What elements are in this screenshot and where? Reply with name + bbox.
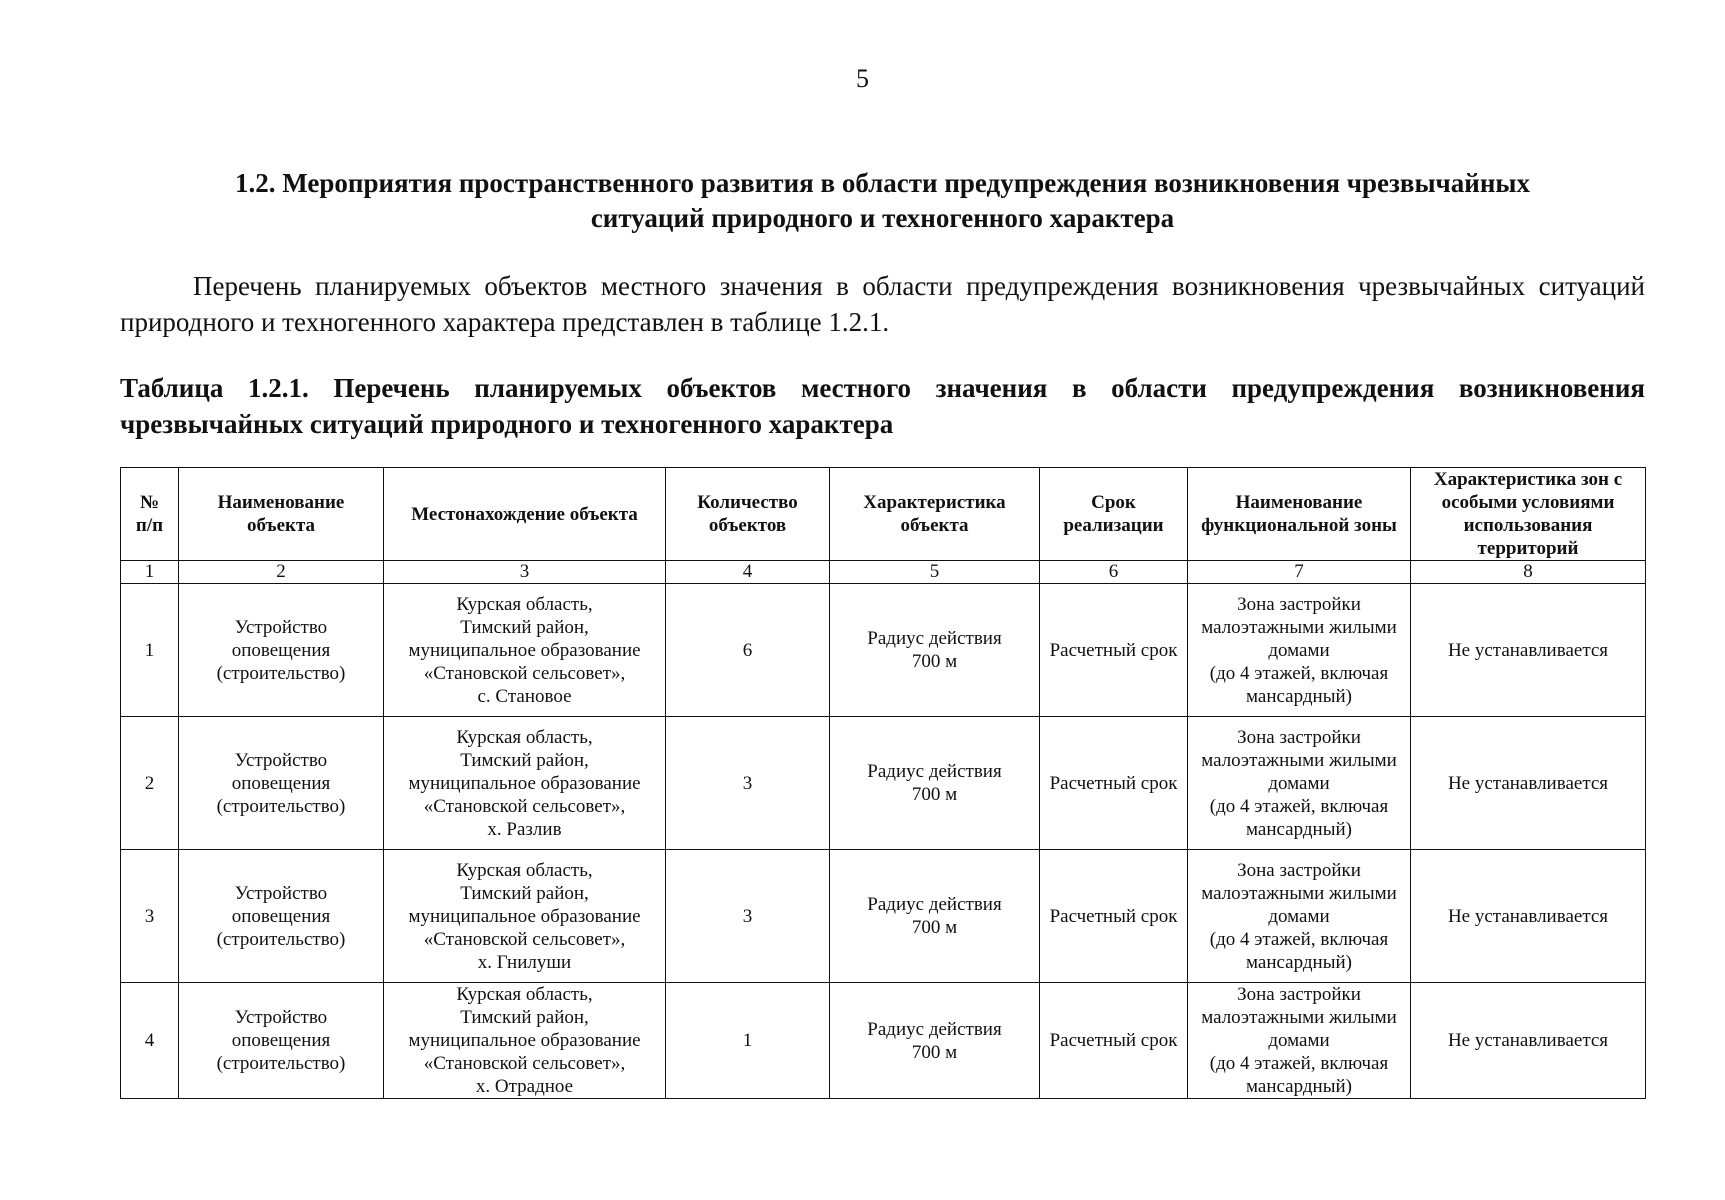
cell-line: особыми условиями — [1441, 492, 1615, 513]
cell-line: «Становской сельсовет», — [423, 795, 626, 817]
header-cell-characteristic — [830, 468, 1040, 561]
cell-count: 6 — [666, 584, 830, 717]
cell-line: Зона застройки — [1237, 726, 1361, 748]
cell-line: Курская область, — [456, 593, 593, 615]
cell-line: Местонахождение объекта — [411, 503, 638, 525]
cell-line: Радиус действия — [867, 628, 1002, 649]
cell-line: домами — [1268, 1030, 1330, 1051]
column-number: 1 — [121, 561, 179, 584]
cell-line: (до 4 этажей, включая — [1209, 1053, 1389, 1074]
table-row — [121, 983, 1646, 1099]
cell-characteristic — [830, 717, 1040, 850]
cell-line: Тимский район, — [460, 749, 589, 771]
cell-line: № — [139, 492, 160, 513]
cell-line: Устройство — [234, 882, 328, 904]
cell-location — [384, 717, 666, 850]
cell-object-name — [179, 717, 384, 850]
table-row — [121, 584, 1646, 717]
table-row — [121, 850, 1646, 983]
table-row — [121, 717, 1646, 850]
cell-characteristic — [830, 983, 1040, 1099]
cell-line: оповещения — [231, 1030, 331, 1051]
cell-line: Тимский район, — [460, 616, 589, 638]
cell-line: х. Гнилуши — [477, 951, 572, 973]
cell-line: Срок — [1091, 492, 1136, 513]
cell-line: (до 4 этажей, включая — [1209, 662, 1389, 684]
cell-line: оповещения — [231, 905, 331, 927]
cell-line: малоэтажными жилыми — [1201, 616, 1397, 638]
cell-term: Расчетный срок — [1040, 983, 1188, 1099]
column-number: 6 — [1040, 561, 1188, 584]
cell-restrictions: Не устанавливается — [1411, 983, 1646, 1099]
cell-location — [384, 983, 666, 1099]
cell-line: использования — [1463, 515, 1593, 536]
column-number: 7 — [1188, 561, 1411, 584]
cell-line: Зона застройки — [1237, 593, 1361, 615]
cell-line: (строительство) — [216, 1053, 346, 1074]
cell-characteristic — [830, 850, 1040, 983]
cell-line: 700 м — [911, 1041, 958, 1063]
cell-line: (строительство) — [216, 662, 346, 684]
cell-restrictions: Не устанавливается — [1411, 584, 1646, 717]
cell-line: п/п — [135, 515, 164, 536]
section-heading-line-2: ситуаций природного и техногенного характера — [590, 203, 1175, 233]
cell-object-name — [179, 983, 384, 1099]
cell-line: Наименование — [217, 492, 345, 513]
column-number-row — [121, 561, 1646, 584]
cell-line: 700 м — [911, 917, 958, 938]
cell-line: малоэтажными жилыми — [1201, 882, 1397, 904]
cell-line: Курская область, — [456, 984, 593, 1005]
cell-line: Курская область, — [456, 859, 593, 881]
cell-location — [384, 584, 666, 717]
cell-count: 3 — [666, 717, 830, 850]
cell-line: «Становской сельсовет», — [423, 1053, 626, 1074]
cell-line: Устройство — [234, 749, 328, 771]
cell-term: Расчетный срок — [1040, 717, 1188, 850]
cell-line: 700 м — [911, 651, 958, 672]
section-heading — [120, 166, 1645, 236]
header-cell-count — [666, 468, 830, 561]
cell-line: реализации — [1063, 515, 1164, 536]
page-number: 5 — [856, 64, 869, 93]
cell-line: объектов — [708, 515, 787, 536]
cell-line: функциональной зоны — [1201, 515, 1397, 536]
cell-object-name — [179, 850, 384, 983]
cell-number: 3 — [121, 850, 179, 983]
column-number: 4 — [666, 561, 830, 584]
cell-term: Расчетный срок — [1040, 584, 1188, 717]
cell-line: Устройство — [234, 616, 328, 638]
cell-line: Характеристика зон с — [1433, 469, 1623, 490]
cell-characteristic — [830, 584, 1040, 717]
cell-line: Радиус действия — [867, 761, 1002, 782]
cell-line: малоэтажными жилыми — [1201, 1007, 1397, 1028]
cell-line: (до 4 этажей, включая — [1209, 928, 1389, 950]
cell-line: Зона застройки — [1237, 859, 1361, 881]
cell-line: «Становской сельсовет», — [423, 928, 626, 950]
cell-line: х. Разлив — [487, 818, 562, 840]
table-header-row — [121, 468, 1646, 561]
cell-line: Зона застройки — [1237, 984, 1361, 1005]
cell-line: 700 м — [911, 784, 958, 805]
cell-location — [384, 850, 666, 983]
cell-restrictions: Не устанавливается — [1411, 717, 1646, 850]
cell-line: Характеристика — [863, 492, 1006, 513]
cell-line: оповещения — [231, 772, 331, 794]
cell-line: (строительство) — [216, 795, 346, 817]
cell-zone — [1188, 584, 1411, 717]
cell-line: (до 4 этажей, включая — [1209, 795, 1389, 817]
header-cell-name — [179, 468, 384, 561]
header-cell-restrictions — [1411, 468, 1646, 561]
cell-line: мансардный) — [1246, 818, 1352, 840]
cell-count: 3 — [666, 850, 830, 983]
cell-line: объекта — [246, 515, 316, 536]
cell-line: Устройство — [234, 1007, 328, 1028]
objects-table — [120, 467, 1646, 1099]
cell-line: мансардный) — [1246, 951, 1352, 973]
cell-line: муниципальное образование — [408, 1030, 641, 1051]
cell-number: 4 — [121, 983, 179, 1099]
header-cell-location — [384, 468, 666, 561]
cell-line: Тимский район, — [460, 1007, 589, 1028]
cell-line: малоэтажными жилыми — [1201, 749, 1397, 771]
cell-line: Радиус действия — [867, 894, 1002, 915]
cell-line: (строительство) — [216, 928, 346, 950]
cell-line: объекта — [900, 515, 969, 536]
cell-number: 1 — [121, 584, 179, 717]
cell-line: Наименование — [1235, 492, 1363, 513]
cell-line: домами — [1268, 639, 1330, 661]
cell-line: оповещения — [231, 639, 331, 661]
column-number: 2 — [179, 561, 384, 584]
cell-term: Расчетный срок — [1040, 850, 1188, 983]
cell-restrictions: Не устанавливается — [1411, 850, 1646, 983]
cell-line: домами — [1268, 905, 1330, 927]
cell-object-name — [179, 584, 384, 717]
cell-count: 1 — [666, 983, 830, 1099]
column-number: 3 — [384, 561, 666, 584]
cell-line: с. Становое — [477, 685, 572, 707]
section-heading-line-1: 1.2. Мероприятия пространственного развития в области предупреждения возникновения чрезвычайных — [235, 168, 1530, 198]
column-number: 8 — [1411, 561, 1646, 584]
cell-number: 2 — [121, 717, 179, 850]
header-cell-term — [1040, 468, 1188, 561]
table-caption: Таблица 1.2.1. Перечень планируемых объектов местного значения в области предупреждения возникновения чрезвычайных ситуаций природного и техногенного характера — [120, 373, 1645, 439]
header-cell-number — [121, 468, 179, 561]
cell-zone — [1188, 983, 1411, 1099]
cell-line: «Становской сельсовет», — [423, 662, 626, 684]
intro-paragraph: Перечень планируемых объектов местного значения в области предупреждения возникновения чрезвычайных ситуаций природного и техногенного характера представлен в таблице 1.2.1. — [120, 271, 1645, 337]
cell-line: Количество — [697, 492, 798, 513]
cell-line: Радиус действия — [867, 1018, 1002, 1040]
cell-line: Тимский район, — [460, 882, 589, 904]
header-cell-zone — [1188, 468, 1411, 561]
cell-zone — [1188, 850, 1411, 983]
cell-line: х. Отрадное — [475, 1076, 574, 1097]
cell-line: Курская область, — [456, 726, 593, 748]
cell-line: муниципальное образование — [408, 772, 641, 794]
cell-line: муниципальное образование — [408, 905, 641, 927]
cell-line: территорий — [1477, 538, 1579, 559]
column-number: 5 — [830, 561, 1040, 584]
cell-line: мансардный) — [1246, 1076, 1352, 1097]
cell-line: домами — [1268, 772, 1330, 794]
cell-zone — [1188, 717, 1411, 850]
cell-line: мансардный) — [1246, 685, 1352, 707]
cell-line: муниципальное образование — [408, 639, 641, 661]
